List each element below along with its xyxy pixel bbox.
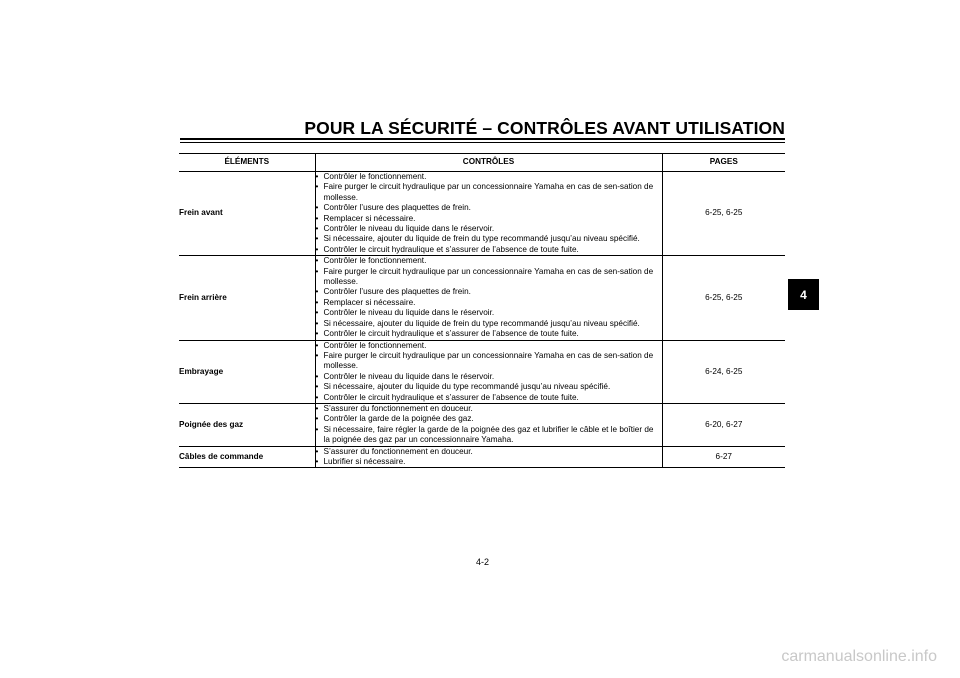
list-item: • Contrôler le fonctionnement. (316, 172, 662, 182)
row-item-label: Poignée des gaz (179, 403, 315, 446)
list-item: • Contrôler le niveau du liquide dans le réservoir. (316, 372, 662, 382)
list-item: • Si nécessaire, faire régler la garde de la poignée des gaz et lubrifier le câble et le boîtier de la poignée des gaz par un concessionnaire Yamaha. (316, 425, 662, 446)
list-item: • Remplacer si nécessaire. (316, 214, 662, 224)
row-checks (315, 403, 662, 446)
list-item: • Si nécessaire, ajouter du liquide de frein du type recommandé jusqu’au niveau spécifié. (316, 234, 662, 244)
row-pages: 6-24, 6-25 (662, 340, 785, 403)
table-row (179, 172, 785, 256)
row-pages: 6-25, 6-25 (662, 256, 785, 340)
list-item: • Contrôler le circuit hydraulique et s’assurer de l’absence de toute fuite. (316, 329, 662, 339)
list-item: • Faire purger le circuit hydraulique par un concessionnaire Yamaha en cas de sen-sation de mollesse. (316, 267, 662, 288)
list-item: • Contrôler le niveau du liquide dans le réservoir. (316, 308, 662, 318)
row-checks (315, 256, 662, 340)
row-checks (315, 172, 662, 256)
list-item: • S’assurer du fonctionnement en douceur. (316, 404, 662, 414)
list-item: • Faire purger le circuit hydraulique par un concessionnaire Yamaha en cas de sen-sation de mollesse. (316, 351, 662, 372)
column-header-elements: ÉLÉMENTS (179, 154, 315, 172)
row-item-label: Frein arrière (179, 256, 315, 340)
table-header-row (179, 154, 785, 172)
list-item: • Faire purger le circuit hydraulique par un concessionnaire Yamaha en cas de sen-sation de mollesse. (316, 182, 662, 203)
list-item: • Si nécessaire, ajouter du liquide de frein du type recommandé jusqu’au niveau spécifié. (316, 319, 662, 329)
controls-table (179, 153, 785, 468)
column-header-pages: PAGES (662, 154, 785, 172)
list-item: • Lubrifier si nécessaire. (316, 457, 662, 467)
list-item: • Contrôler le fonctionnement. (316, 341, 662, 351)
page-title: POUR LA SÉCURITÉ – CONTRÔLES AVANT UTILISATION (304, 118, 785, 138)
list-item: • Contrôler le fonctionnement. (316, 256, 662, 266)
watermark-text: carmanualsonline.info (781, 648, 937, 665)
list-item: • Contrôler l’usure des plaquettes de frein. (316, 203, 662, 213)
table-row (179, 403, 785, 446)
row-pages: 6-25, 6-25 (662, 172, 785, 256)
title-rule-thick (180, 138, 785, 140)
title-rule-thin (180, 142, 785, 143)
row-item-label: Embrayage (179, 340, 315, 403)
list-item: • Contrôler le circuit hydraulique et s’assurer de l’absence de toute fuite. (316, 393, 662, 403)
list-item: • S’assurer du fonctionnement en douceur. (316, 447, 662, 457)
list-item: • Contrôler le circuit hydraulique et s’assurer de l’absence de toute fuite. (316, 245, 662, 255)
table-row (179, 256, 785, 340)
list-item: • Contrôler la garde de la poignée des gaz. (316, 414, 662, 424)
row-item-label: Câbles de commande (179, 446, 315, 468)
chapter-tab: 4 (788, 279, 819, 310)
row-checks (315, 340, 662, 403)
list-item: • Contrôler le niveau du liquide dans le réservoir. (316, 224, 662, 234)
row-item-label: Frein avant (179, 172, 315, 256)
list-item: • Remplacer si nécessaire. (316, 298, 662, 308)
row-checks (315, 446, 662, 468)
list-item: • Si nécessaire, ajouter du liquide du type recommandé jusqu’au niveau spécifié. (316, 382, 662, 392)
row-pages: 6-20, 6-27 (662, 403, 785, 446)
list-item: • Contrôler l’usure des plaquettes de frein. (316, 287, 662, 297)
table-row (179, 340, 785, 403)
table-row (179, 446, 785, 468)
page-number: 4-2 (475, 557, 489, 567)
row-pages: 6-27 (662, 446, 785, 468)
column-header-controls: CONTRÔLES (315, 154, 662, 172)
